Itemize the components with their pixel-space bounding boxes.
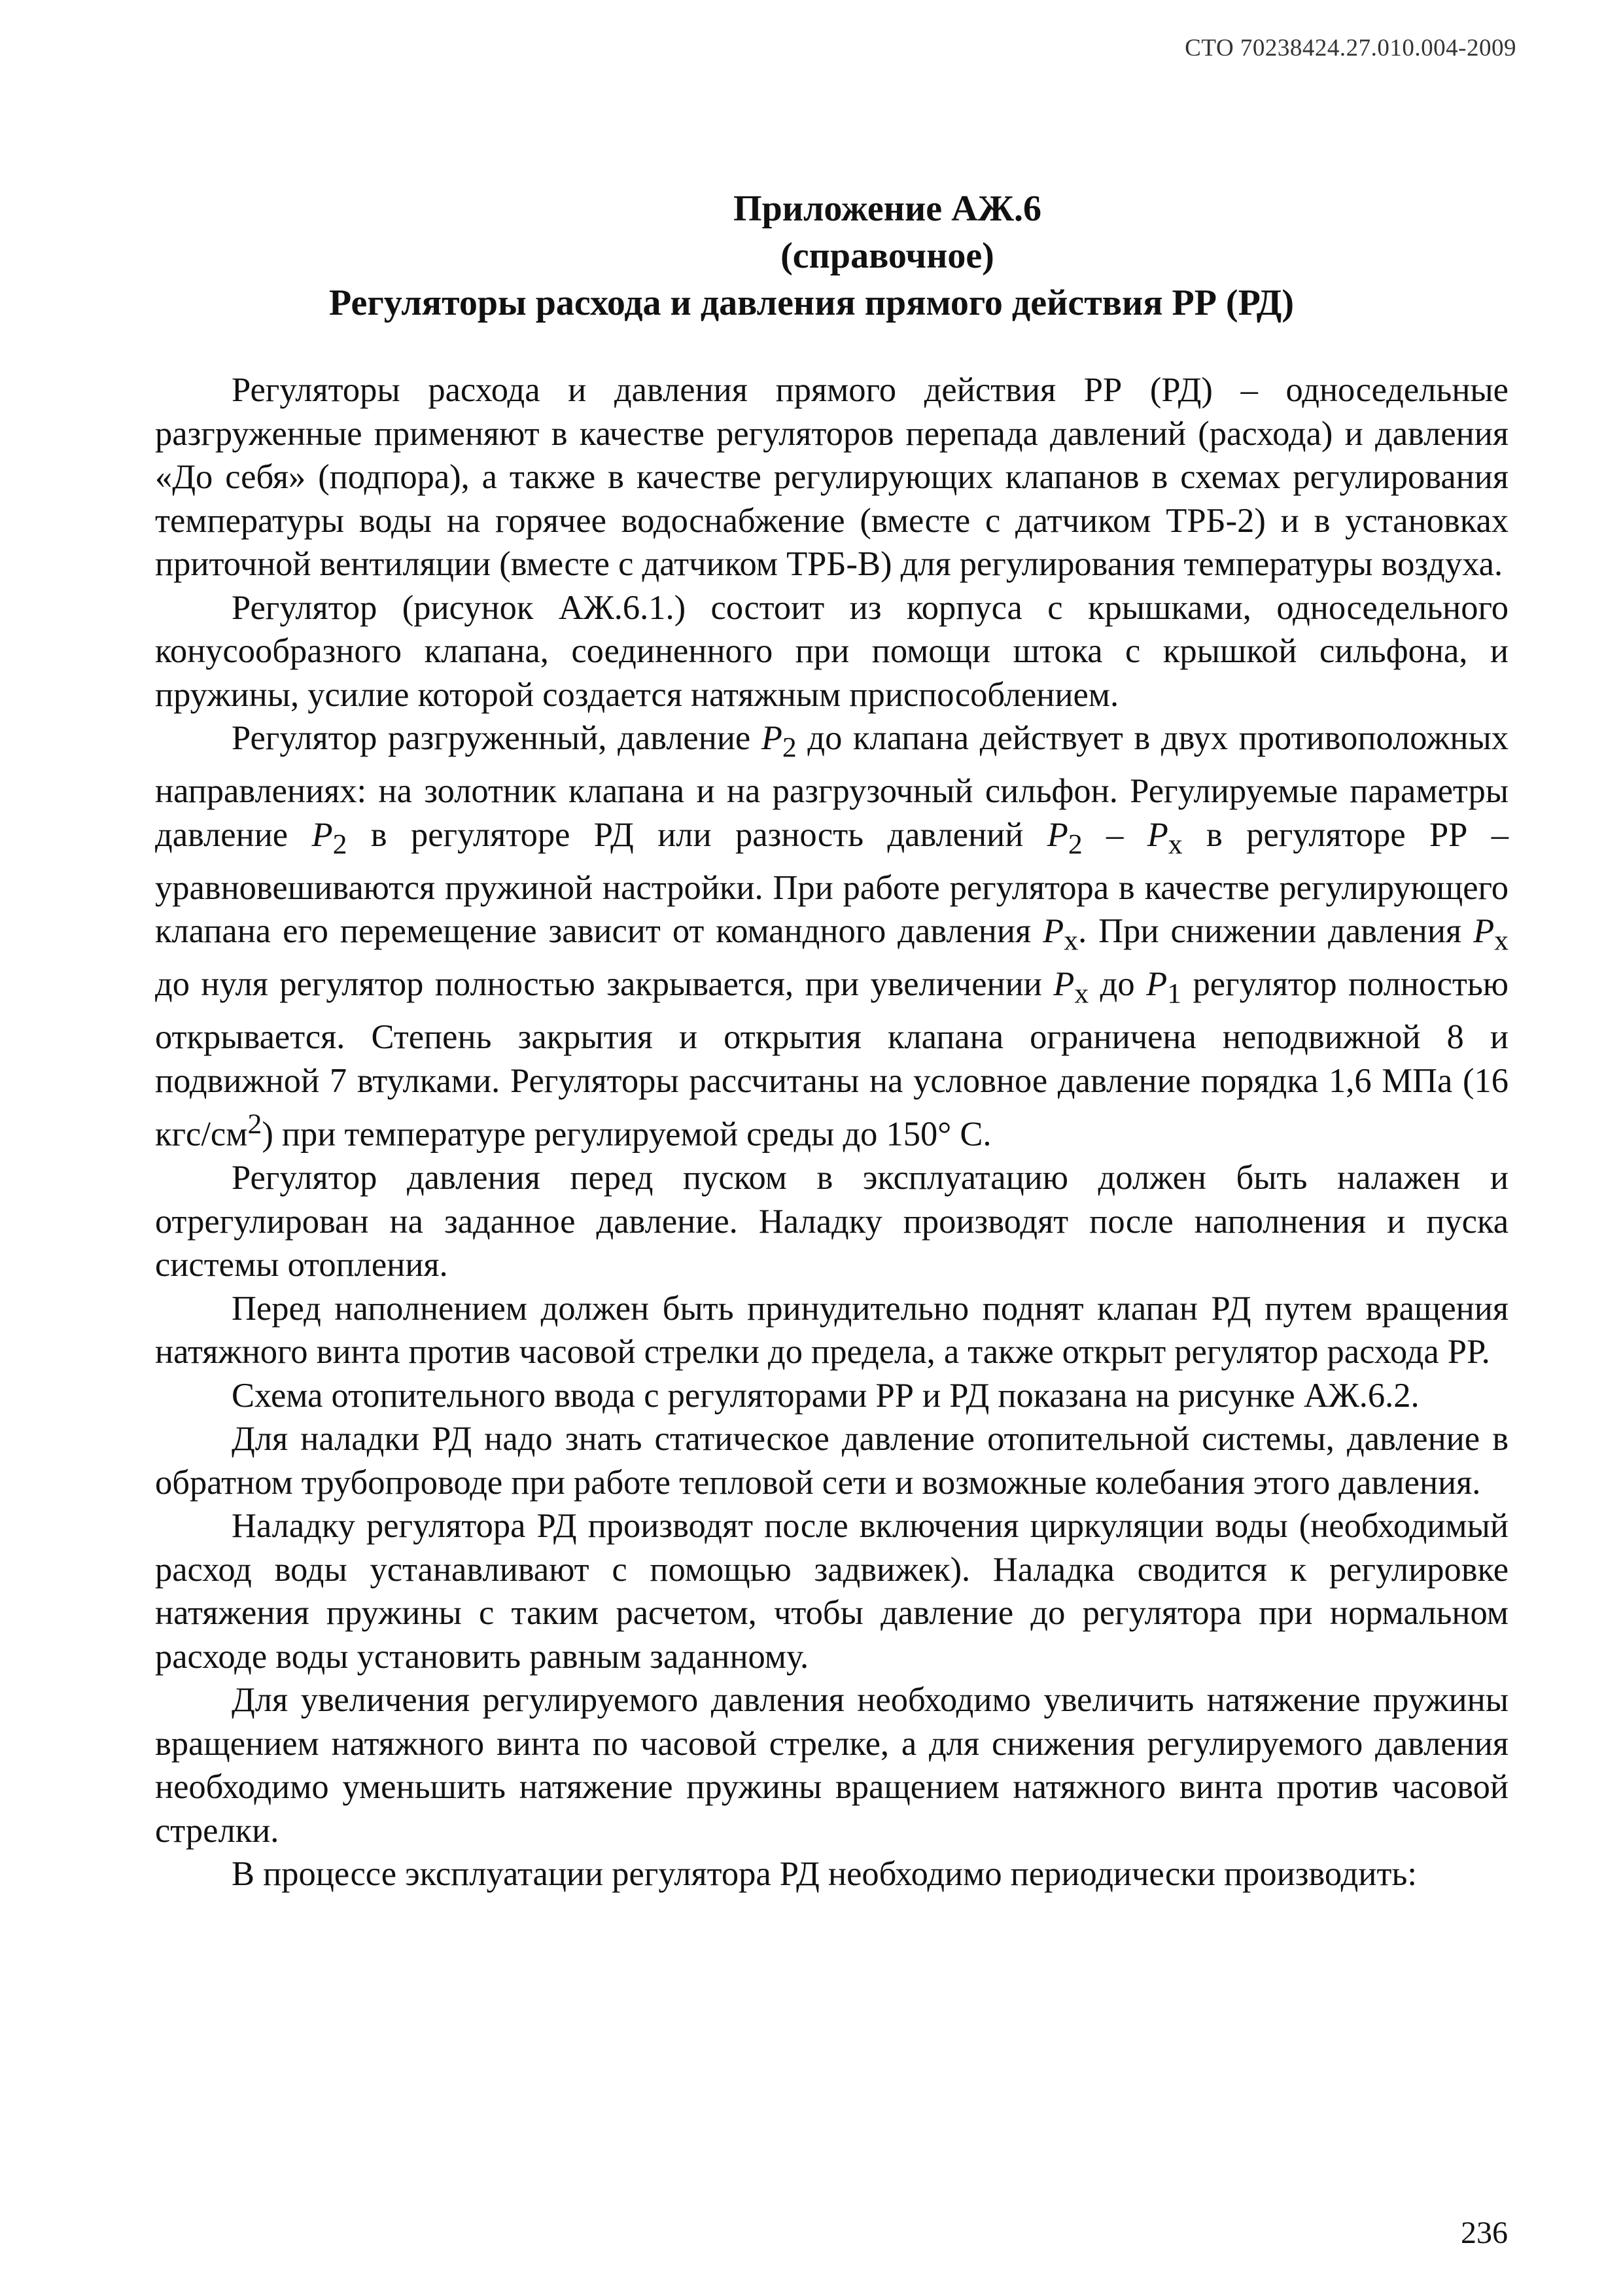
subscript: х: [1064, 925, 1079, 957]
text-run: регулятор полностью открывается. Степень закрытия и открытия клапана ограничена неподвижной 8 и подвижной 7 втулками. Регуляторы рассчитаны на условное давление порядка 1,6 МПа (16 кгс/см: [155, 965, 1509, 1154]
pressure-symbol: P: [1146, 965, 1168, 1003]
paragraph: В процессе эксплуатации регулятора РД необходимо периодически производить:: [232, 1855, 1417, 1893]
paragraph: Регуляторы расхода и давления прямого действия РР (РД) – односедельные разгруженные применяют в качестве регуляторов перепада давлений (расхода) и давления «До себя» (подпора), а также в качестве регулирующих клапанов в схемах регулирования температуры воды на горячее водоснабжение (вместе с датчиком ТРБ-2) и в установках приточной вентиляции (вместе с датчиком ТРБ-В) для регулирования температуры воздуха.: [155, 371, 1509, 583]
pressure-symbol: P: [1473, 912, 1495, 950]
text-run: до нуля регулятор полностью закрывается, при увеличении: [155, 965, 1054, 1003]
pressure-symbol: P: [311, 815, 333, 854]
pressure-symbol: P: [1147, 815, 1168, 854]
subscript: 2: [332, 828, 347, 860]
text-run: . При снижении давления: [1078, 912, 1474, 950]
paragraph: Регулятор давления перед пуском в эксплуатацию должен быть налажен и отрегулирован на заданное давление. Наладку производят после наполнения и пуска системы отопления.: [155, 1159, 1509, 1284]
text-run: в регуляторе РР – уравновешиваются пружиной настройки. При работе регулятора в качестве регулирующего клапана его перемещение зависит от командного давления: [155, 815, 1509, 950]
paragraph: Для увеличения регулируемого давления необходимо увеличить натяжение пружины вращением натяжного винта по часовой стрелке, а для снижения регулируемого давления необходимо уменьшить натяжение пружины вращением натяжного винта против часовой стрелки.: [155, 1681, 1509, 1850]
subscript: 2: [782, 732, 797, 764]
text-run: до клапана действует в двух противоположных направлениях: на золотник клапана и на разгрузочный сильфон. Регулируемые параметры давление: [155, 719, 1509, 854]
pressure-symbol: P: [1043, 912, 1064, 950]
appendix-heading: Приложение АЖ.6: [733, 188, 1041, 229]
paragraph: Для наладки РД надо знать статическое давление отопительной системы, давление в обратном трубопроводе при работе тепловой сети и возможные колебания этого давления.: [155, 1420, 1509, 1502]
text-run: ) при температуре регулируемой среды до 150° С.: [262, 1115, 992, 1154]
appendix-type: (справочное): [780, 236, 994, 276]
paragraph: Перед наполнением должен быть принудительно поднят клапан РД путем вращения натяжного винта против часовой стрелки до предела, а также открыт регулятор расхода РР.: [155, 1289, 1509, 1371]
paragraph: [155, 716, 1509, 1156]
paragraph: Наладку регулятора РД производят после включения циркуляции воды (необходимый расход воды устанавливают с помощью задвижек). Наладка сводится к регулировке натяжения пружины с таким расчетом, чтобы давление до регулятора при нормальном расходе воды установить равным заданному.: [155, 1507, 1509, 1676]
paragraph: Схема отопительного ввода с регуляторами РР и РД показана на рисунке АЖ.6.2.: [232, 1376, 1420, 1415]
subscript: 1: [1167, 978, 1182, 1010]
subscript: 2: [1068, 828, 1083, 860]
text-run: до: [1089, 965, 1147, 1003]
text-run: в регуляторе РД или разность давлений: [347, 815, 1047, 854]
text-run: Регулятор разгруженный, давление: [232, 719, 761, 757]
pressure-symbol: P: [1047, 815, 1068, 854]
text-run: –: [1082, 815, 1147, 854]
subscript: х: [1494, 925, 1509, 957]
page-number: 236: [1461, 2216, 1508, 2250]
paragraph: Регулятор (рисунок АЖ.6.1.) состоит из корпуса с крышками, односедельного конусообразного клапана, соединенного при помощи штока с крышкой сильфона, и пружины, усилие которой создается натяжным приспособлением.: [155, 588, 1509, 714]
appendix-subject: Регуляторы расхода и давления прямого действия РР (РД): [329, 283, 1294, 323]
document-code: СТО 70238424.27.010.004-2009: [1185, 35, 1516, 62]
appendix-title: [0, 185, 1623, 327]
subscript: х: [1074, 978, 1089, 1010]
pressure-symbol: P: [1053, 965, 1075, 1003]
subscript: х: [1168, 828, 1183, 860]
pressure-symbol: P: [761, 719, 782, 757]
superscript: 2: [247, 1108, 262, 1140]
body-text: [155, 368, 1509, 1896]
